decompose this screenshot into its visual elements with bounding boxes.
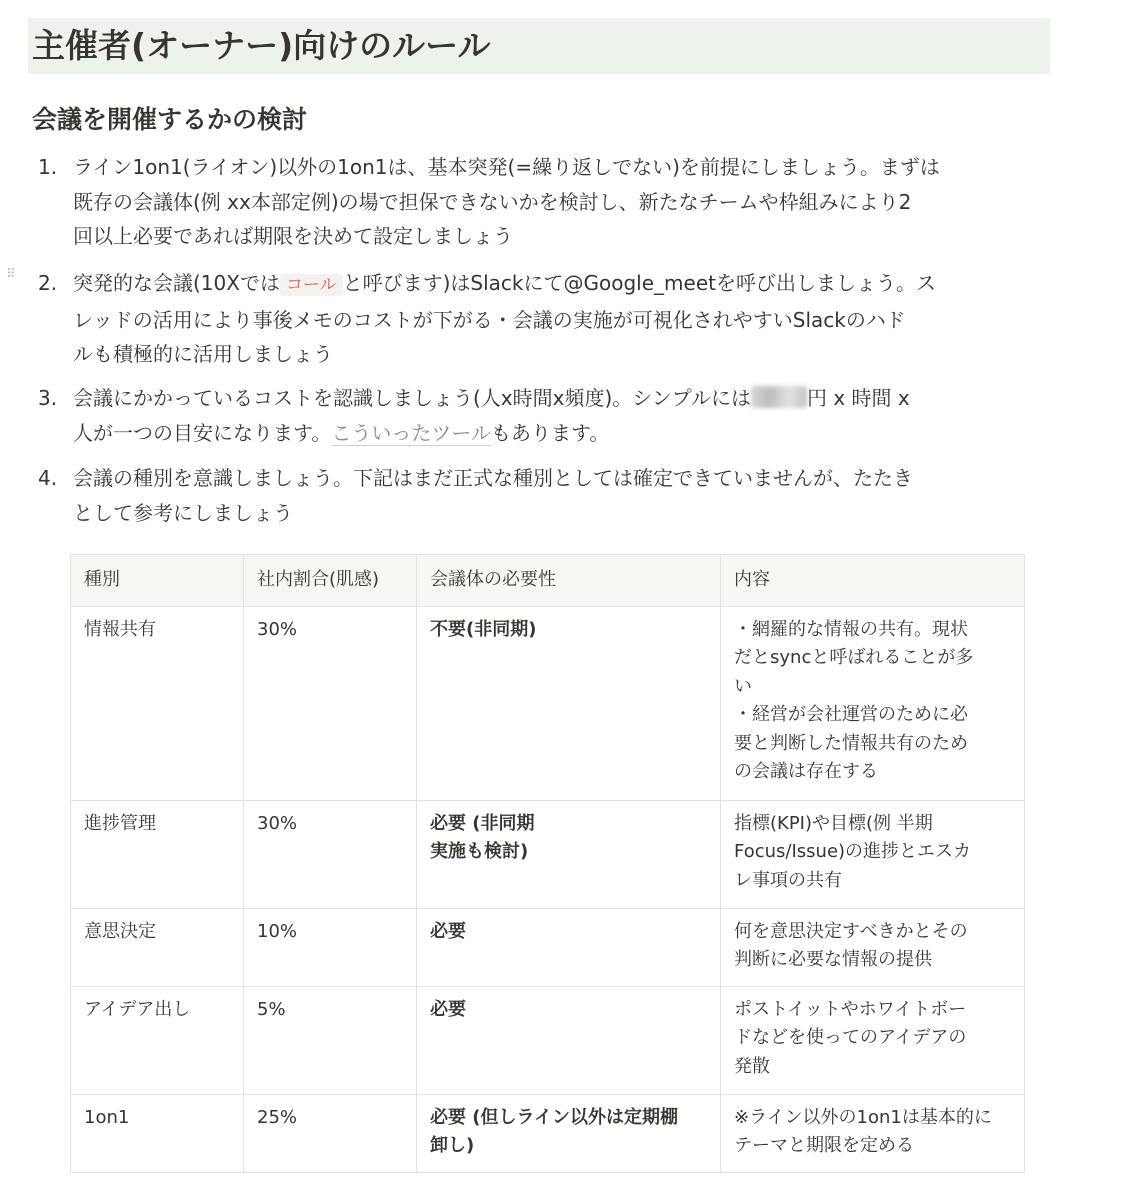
table-row — [71, 606, 1025, 800]
column-header[interactable]: 内容 — [721, 555, 1025, 607]
list-item-text: もあります。 — [491, 420, 610, 445]
list-number: 1. — [38, 155, 58, 179]
table-row — [71, 1094, 1025, 1172]
table-header-row — [71, 555, 1025, 607]
list-item-text: ルも積極的に活用しましょう — [73, 342, 333, 366]
cell-type[interactable]: アイデア出し — [71, 986, 244, 1094]
cell-ratio[interactable]: 10% — [244, 908, 417, 986]
cell-ratio[interactable]: 30% — [244, 800, 417, 908]
cell-content[interactable]: ※ライン以外の1on1は基本的に テーマと期限を定める — [721, 1094, 1025, 1172]
cell-necessity[interactable]: 必要 (但しライン以外は定期棚 卸し) — [417, 1094, 721, 1172]
list-item-4 — [38, 461, 1048, 530]
cell-type[interactable]: 進捗管理 — [71, 800, 244, 908]
list-item-text: 円 x 時間 x — [806, 386, 910, 410]
table-row — [71, 800, 1025, 908]
redacted-amount — [751, 386, 807, 408]
meeting-types-table — [70, 554, 1025, 1173]
list-item-text: 回以上必要であれば期限を決めて設定しましょう — [73, 224, 513, 248]
section-title: 会議を開催するかの検討 — [32, 105, 308, 134]
tool-link[interactable]: こういったツール — [331, 420, 492, 445]
list-item-text: と呼びます)はSlackにて@Google_meetを呼び出しましょう。ス — [342, 271, 936, 295]
list-item-3 — [38, 381, 1048, 450]
cell-necessity[interactable]: 必要 (非同期 実施も検討) — [417, 800, 721, 908]
list-item-text: 既存の会議体(例 xx本部定例)の場で担保できないかを検討し、新たなチームや枠組みにより2 — [73, 189, 912, 214]
cell-ratio[interactable]: 30% — [244, 606, 417, 800]
cell-content[interactable]: ・網羅的な情報の共有。現状 だとsyncと呼ばれることが多 い ・経営が会社運営のために必 要と判断した情報共有のため の会議は存在する — [721, 606, 1025, 800]
page-title: 主催者(オーナー)向けのルール — [32, 26, 491, 65]
list-number: 2. — [38, 271, 58, 295]
list-item-2 — [38, 266, 1048, 372]
cell-type[interactable]: 情報共有 — [71, 606, 244, 800]
cell-type[interactable]: 意思決定 — [71, 908, 244, 986]
drag-handle-icon[interactable]: ⠿ — [6, 267, 15, 282]
column-header[interactable]: 会議体の必要性 — [417, 555, 721, 607]
table-row — [71, 908, 1025, 986]
list-number: 3. — [38, 386, 58, 410]
list-item-1 — [38, 150, 1048, 254]
cell-content[interactable]: ポストイットやホワイトボー ドなどを使ってのアイデアの 発散 — [721, 986, 1025, 1094]
column-header[interactable]: 種別 — [71, 555, 244, 607]
cell-necessity[interactable]: 必要 — [417, 986, 721, 1094]
cell-necessity[interactable]: 必要 — [417, 908, 721, 986]
list-item-text: 突発的な会議(10Xでは — [73, 271, 280, 295]
inline-code: コール — [280, 274, 343, 296]
list-item-text: 人が一つの目安になります。 — [73, 420, 332, 445]
list-number: 4. — [38, 466, 58, 490]
column-header[interactable]: 社内割合(肌感) — [244, 555, 417, 607]
cell-type[interactable]: 1on1 — [71, 1094, 244, 1172]
list-item-text: 会議にかかっているコストを認識しましょう(人x時間x頻度)。シンプルには — [73, 386, 751, 410]
list-item-text: 会議の種別を意識しましょう。下記はまだ正式な種別としては確定できていませんが、たたき — [73, 466, 913, 490]
cell-necessity[interactable]: 不要(非同期) — [417, 606, 721, 800]
cell-ratio[interactable]: 5% — [244, 986, 417, 1094]
cell-ratio[interactable]: 25% — [244, 1094, 417, 1172]
cell-content[interactable]: 指標(KPI)や目標(例 半期 Focus/Issue)の進捗とエスカ レ事項の共有 — [721, 800, 1025, 908]
list-item-text: レッドの活用により事後メモのコストが下がる・会議の実施が可視化されやすいSlackのハド — [73, 307, 906, 332]
list-item-text: として参考にしましょう — [73, 500, 293, 525]
cell-content[interactable]: 何を意思決定すべきかとその 判断に必要な情報の提供 — [721, 908, 1025, 986]
table-row — [71, 986, 1025, 1094]
list-item-text: ライン1on1(ライオン)以外の1on1は、基本突発(=繰り返しでない)を前提にしましょう。まずは — [73, 155, 940, 179]
